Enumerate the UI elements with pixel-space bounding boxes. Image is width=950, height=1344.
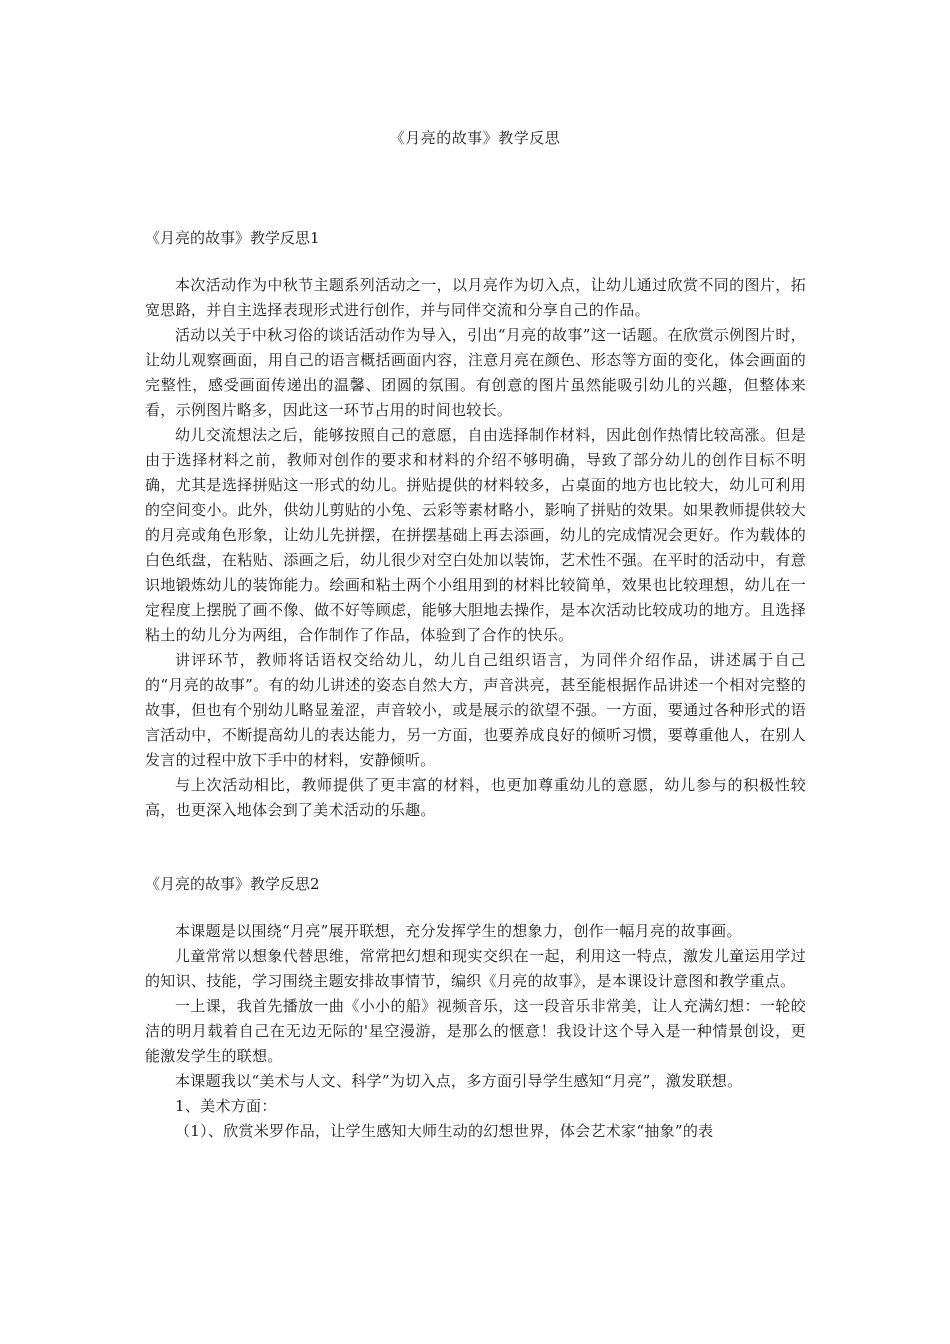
paragraph: 讲评环节，教师将话语权交给幼儿，幼儿自己组织语言，为同伴介绍作品，讲述属于自己的“月亮的故事”。有的幼儿讲述的姿态自然大方，声音洪亮，甚至能根据作品讲述一个相对完整的故事，但也有个别幼儿略显羞涩，声音较小，或是展示的欲望不强。一方面，要通过各种形式的语言活动中，不断提高幼儿的表达能力，另一方面，也要养成良好的倾听习惯，要尊重他人，在别人发言的过程中放下手中的材料，安静倾听。 xyxy=(145,651,806,769)
section-2-body xyxy=(145,919,806,1144)
paragraph: 与上次活动相比，教师提供了更丰富的材料，也更加尊重幼儿的意愿，幼儿参与的积极性较高，也更深入地体会到了美术活动的乐趣。 xyxy=(145,776,806,819)
paragraph: 本课题是以围绕“月亮”展开联想，充分发挥学生的想象力，创作一幅月亮的故事画。 xyxy=(175,922,742,940)
paragraph: 1、美术方面： xyxy=(175,1097,277,1115)
document-title: 《月亮的故事》教学反思 xyxy=(389,129,561,147)
paragraph: 本课题我以“美术与人文、科学”为切入点，多方面引导学生感知“月亮”，激发联想。 xyxy=(175,1072,743,1090)
section-1-body xyxy=(145,273,806,823)
paragraph: 活动以关于中秋习俗的谈话活动作为导入，引出“月亮的故事”这一话题。在欣赏示例图片时，让幼儿观察画面，用自己的语言概括画面内容，注意月亮在颜色、形态等方面的变化，体会画面的完整性，感受画面传递出的温馨、团圆的氛围。有创意的图片虽然能吸引幼儿的兴趣，但整体来看，示例图片略多，因此这一环节占用的时间也较长。 xyxy=(145,326,806,419)
paragraph: （1）、欣赏米罗作品，让学生感知大师生动的幻想世界，体会艺术家“抽象”的表 xyxy=(175,1122,714,1140)
paragraph: 一上课，我首先播放一曲《小小的船》视频音乐，这一段音乐非常美，让人充满幻想：一轮皎洁的明月载着自己在无边无际的'星空漫游，是那么的惬意！我设计这个导入是一种情景创设，更能激发学生的联想。 xyxy=(145,997,806,1065)
paragraph: 本次活动作为中秋节主题系列活动之一，以月亮作为切入点，让幼儿通过欣赏不同的图片，拓宽思路，并自主选择表现形式进行创作，并与同伴交流和分享自己的作品。 xyxy=(145,276,806,319)
section-1-heading: 《月亮的故事》教学反思1 xyxy=(145,229,320,247)
paragraph: 幼儿交流想法之后，能够按照自己的意愿，自由选择制作材料，因此创作热情比较高涨。但是由于选择材料之前，教师对创作的要求和材料的介绍不够明确，导致了部分幼儿的创作目标不明确，尤其是选择拼贴这一形式的幼儿。拼贴提供的材料较多，占桌面的地方也比较大，幼儿可利用的空间变小。此外，供幼儿剪贴的小兔、云彩等素材略小，影响了拼贴的效果。如果教师提供较大的月亮或角色形象，让幼儿先拼摆，在拼摆基础上再去添画，幼儿的完成情况会更好。作为载体的白色纸盘，在粘贴、添画之后，幼儿很少对空白处加以装饰，艺术性不强。在平时的活动中，有意识地锻炼幼儿的装饰能力。绘画和粘土两个小组用到的材料比较简单，效果也比较理想，幼儿在一定程度上摆脱了画不像、做不好等顾虑，能够大胆地去操作，是本次活动比较成功的地方。且选择粘土的幼儿分为两组，合作制作了作品，体验到了合作的快乐。 xyxy=(145,426,806,644)
paragraph: 儿童常常以想象代替思维，常常把幻想和现实交织在一起，利用这一特点，激发儿童运用学过的知识、技能，学习围绕主题安排故事情节，编织《月亮的故事》，是本课设计意图和教学重点。 xyxy=(145,947,806,990)
section-2-heading: 《月亮的故事》教学反思2 xyxy=(145,875,320,893)
